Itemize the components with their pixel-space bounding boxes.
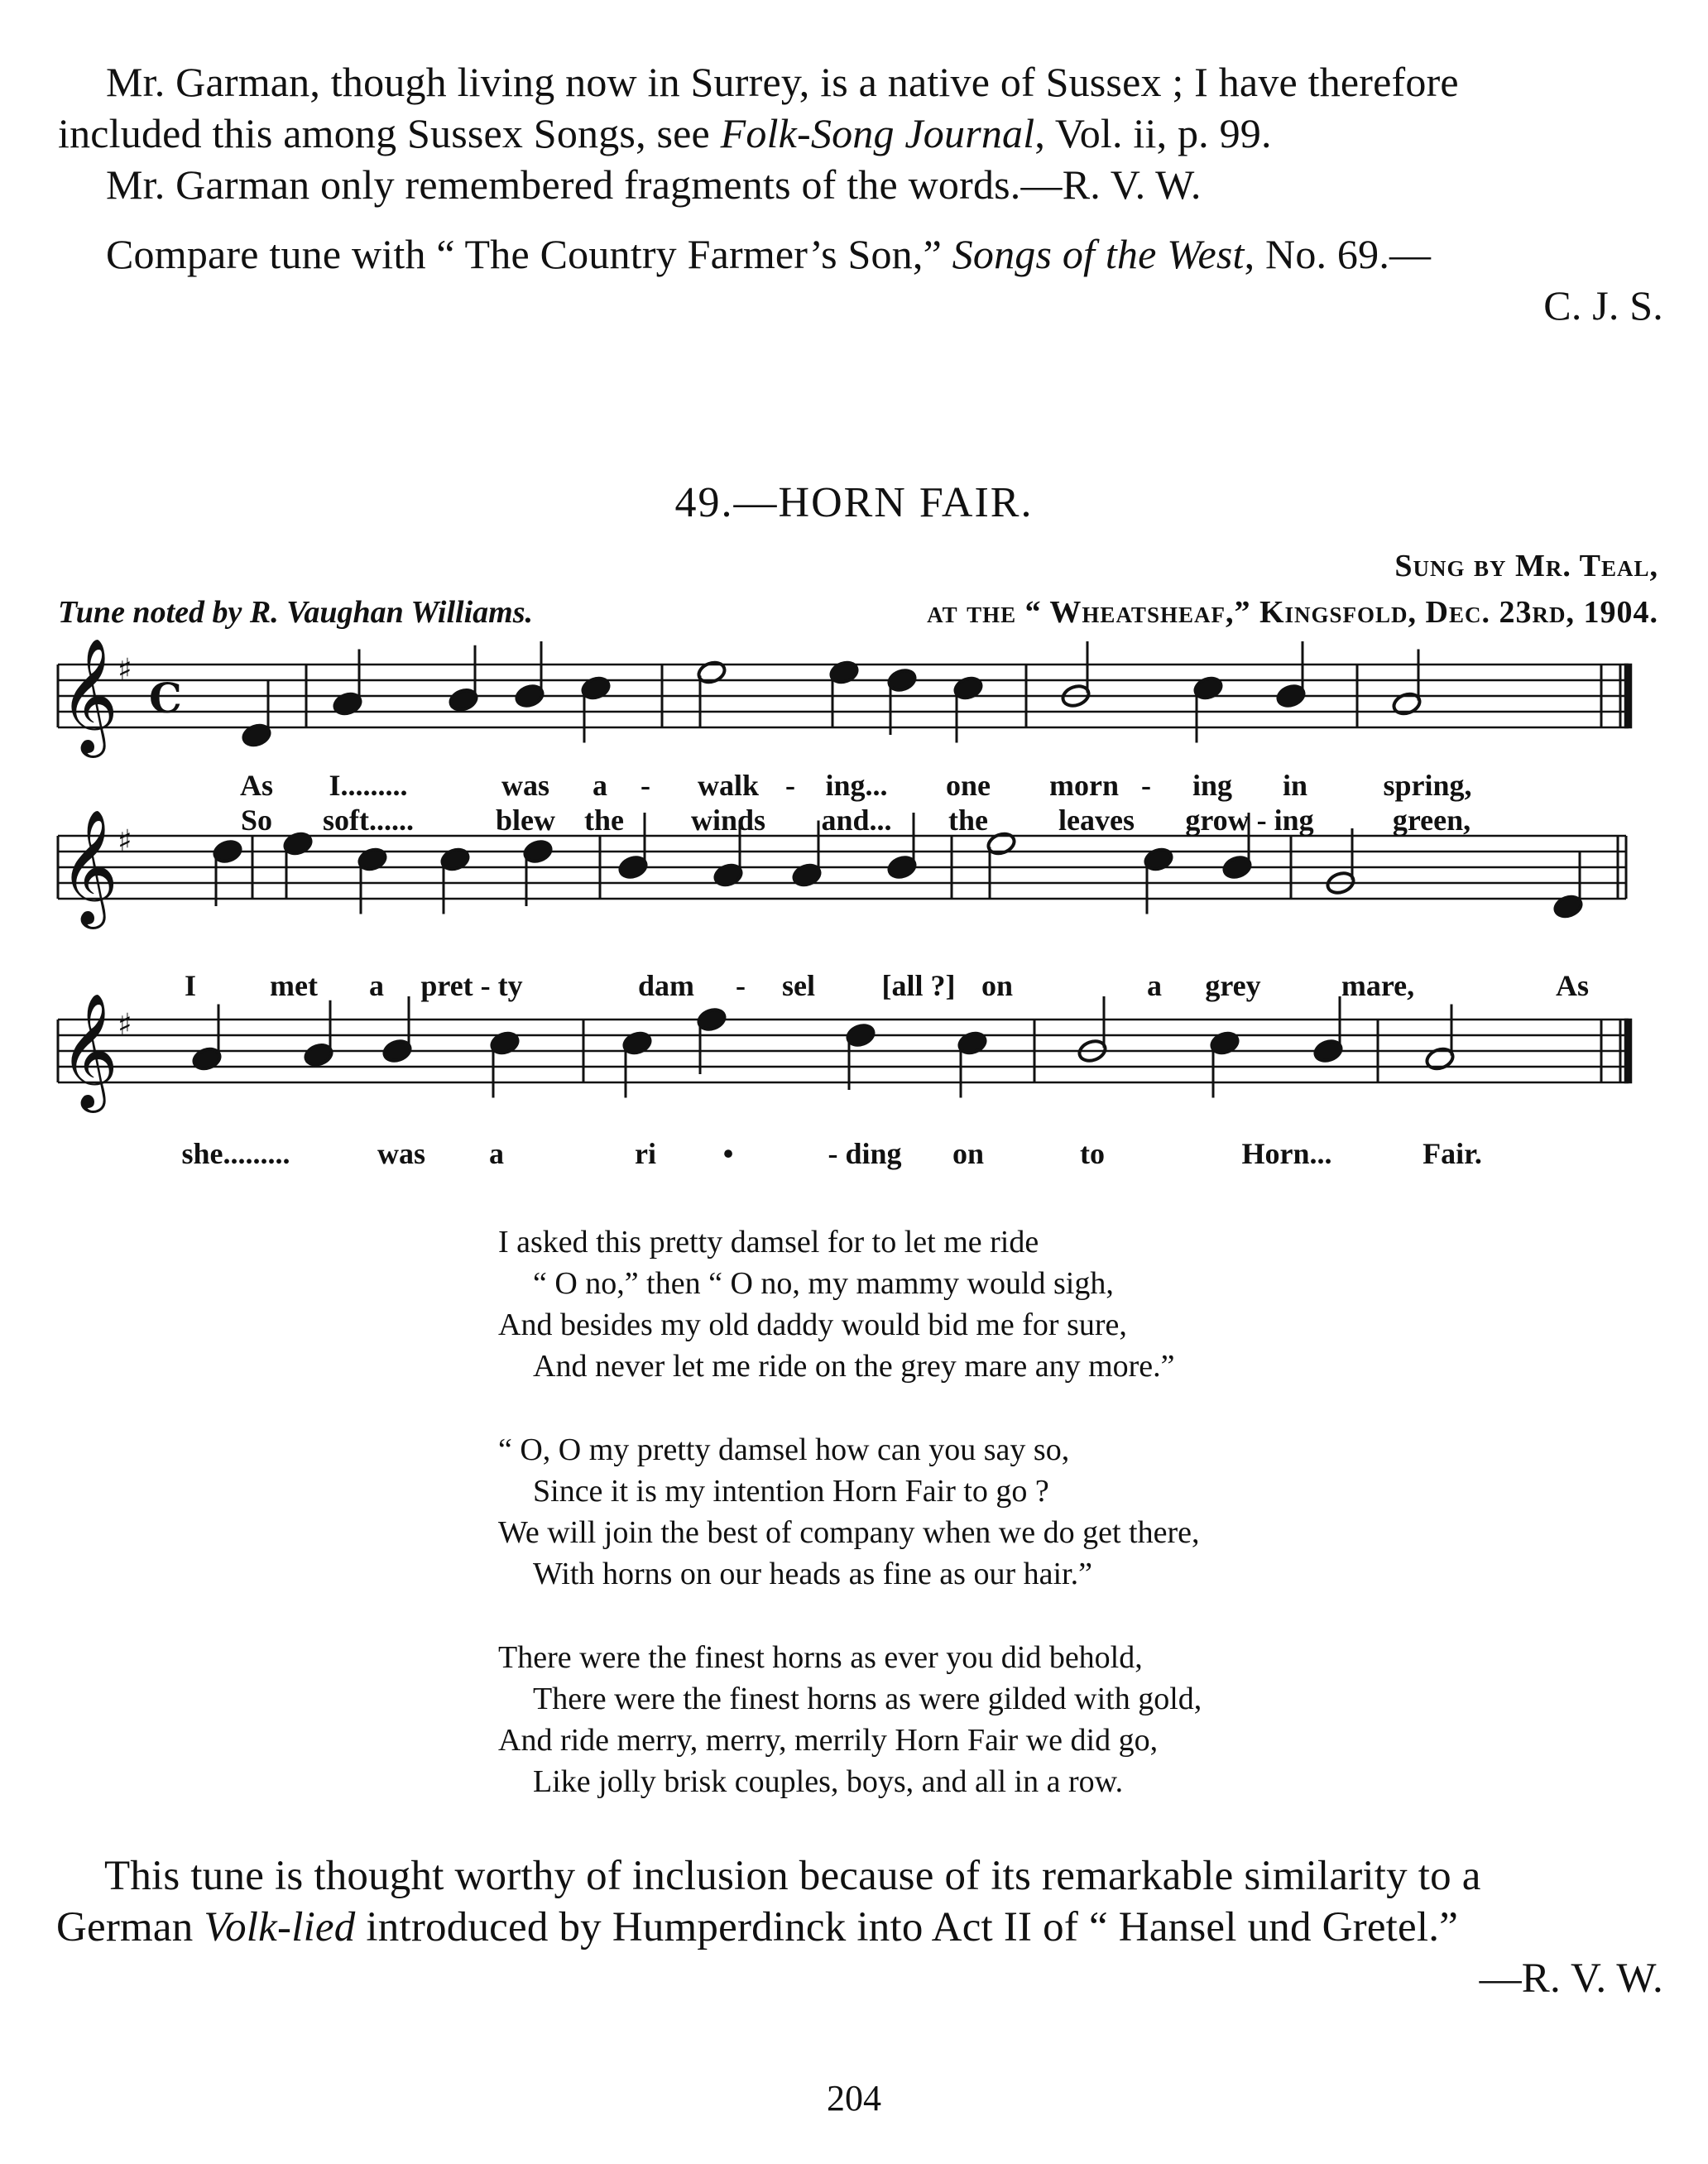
lyric-syllable: As xyxy=(1555,969,1590,1002)
lyric-syllable: spring, xyxy=(1383,769,1472,802)
lyric-syllable: I......... xyxy=(329,769,408,802)
stanza-2 xyxy=(498,1429,1202,1595)
treble-clefs xyxy=(60,638,182,1113)
final-bar xyxy=(1625,1020,1631,1082)
lyric-syllable: green, xyxy=(1392,804,1471,837)
outro-line-1: This tune is thought worthy of inclusion because of its remarkable similarity to a xyxy=(104,1853,1481,1899)
notes xyxy=(191,641,1584,1098)
lyric-syllable: a xyxy=(489,1137,504,1170)
songs-of-the-west: Songs of the West xyxy=(952,231,1245,277)
lyric-syllable: to xyxy=(1080,1137,1105,1170)
lyric-syllable: Horn... xyxy=(1241,1137,1332,1170)
outro-signature: —R. V. W. xyxy=(1479,1955,1663,2002)
verse-line: There were the finest horns as ever you did behold, xyxy=(498,1640,1143,1675)
stanza-1 xyxy=(498,1221,1202,1387)
lyric-syllable: morn xyxy=(1049,769,1119,802)
lyric-syllable: - xyxy=(736,969,746,1002)
lyric-syllable: • xyxy=(722,1137,734,1170)
lyric-syllable: leaves xyxy=(1058,804,1135,837)
sharp-icon: ♯ xyxy=(118,1008,132,1042)
lyric-syllable: the xyxy=(584,804,624,837)
lyric-syllable: was xyxy=(377,1137,426,1170)
treble-clef-icon: 𝄞 xyxy=(60,809,118,924)
intro-line-2: included this among Sussex Songs, see Folk-Song Journal, Vol. ii, p. 99. xyxy=(58,110,1272,156)
intro-note-fragments: Mr. Garman only remembered fragments of the words.—R. V. W. xyxy=(106,161,1202,208)
lyric-syllable: So xyxy=(240,804,273,837)
lyric-syllable: the xyxy=(948,804,988,837)
lyric-syllable: pret - ty xyxy=(420,969,523,1002)
sung-by: Sung by Mr. Teal, xyxy=(1394,549,1658,583)
verse-line: Since it is my intention Horn Fair to go ? xyxy=(533,1474,1049,1509)
sung-at-place-date: at the “ Wheatsheaf,” Kingsfold, Dec. 23rd, 1904. xyxy=(927,595,1658,630)
intro-line-1: Mr. Garman, though living now in Surrey, is a native of Sussex ; I have therefore xyxy=(106,59,1459,105)
lyric-syllable: mare, xyxy=(1341,969,1415,1002)
lyric-syllable: in xyxy=(1282,769,1308,802)
tune-noted-by: Tune noted by R. Vaughan Williams. xyxy=(58,595,534,630)
verse-line: And ride merry, merry, merrily Horn Fair we did go, xyxy=(498,1723,1159,1758)
lyric-syllable: sel xyxy=(782,969,815,1002)
lyric-syllable: Fair. xyxy=(1423,1137,1482,1170)
lyric-syllable: winds xyxy=(690,804,766,837)
lyric-syllable: on xyxy=(981,969,1014,1002)
verse-line: Like jolly brisk couples, boys, and all in a row. xyxy=(533,1764,1124,1799)
lyric-syllable: on xyxy=(952,1137,985,1170)
lyric-syllable: a xyxy=(1147,969,1162,1002)
verses xyxy=(498,1221,1202,1845)
lyric-syllable: met xyxy=(270,969,318,1002)
outro-line-2: German Volk-lied introduced by Humperdinck into Act II of “ Hansel und Gretel.” xyxy=(56,1904,1459,1950)
lyric-syllable: one xyxy=(946,769,991,802)
lyric-syllable: a xyxy=(593,769,607,802)
compare-line: Compare tune with “ The Country Farmer’s Son,” Songs of the West, No. 69.— xyxy=(106,231,1432,277)
lyric-syllable: grow - ing xyxy=(1185,804,1314,837)
outro-paragraph xyxy=(56,1850,1663,2004)
lyric-syllable: ri xyxy=(635,1137,656,1170)
volk-lied: Volk-lied xyxy=(204,1904,356,1950)
lyric-syllable: ing xyxy=(1192,769,1233,802)
verse-line: “ O, O my pretty damsel how can you say so, xyxy=(498,1432,1070,1467)
verse-line: I asked this pretty damsel for to let me ride xyxy=(498,1225,1039,1260)
stanza-3 xyxy=(498,1637,1202,1802)
page-number: 204 xyxy=(827,2078,881,2118)
lyric-syllable: As xyxy=(239,769,274,802)
verse-line: “ O no,” then “ O no, my mammy would sigh, xyxy=(533,1266,1114,1301)
lyric-syllable: blew xyxy=(496,804,555,837)
lyric-syllable: - xyxy=(640,769,650,802)
verse-line: With horns on our heads as fine as our hair.” xyxy=(533,1557,1092,1591)
lyric-syllable: was xyxy=(501,769,550,802)
verse-line: We will join the best of company when we do get there, xyxy=(498,1515,1200,1550)
lyric-syllable: ing... xyxy=(825,769,888,802)
compare-signature: C. J. S. xyxy=(1543,282,1663,329)
lyric-syllable: I xyxy=(184,969,197,1002)
lyric-syllable: - xyxy=(1141,769,1151,802)
lyric-syllable: - xyxy=(785,769,795,802)
sharp-icon: ♯ xyxy=(118,824,132,858)
verse-line: And never let me ride on the grey mare any more.” xyxy=(533,1349,1175,1384)
final-bar xyxy=(1625,665,1631,727)
journal-title: Folk-Song Journal xyxy=(720,110,1035,156)
common-time-icon: C xyxy=(149,674,182,722)
sharp-icon: ♯ xyxy=(118,653,132,687)
lyric-syllable: she......... xyxy=(181,1137,290,1170)
staff-lines xyxy=(58,665,1631,1082)
verse-line: There were the finest horns as were gilded with gold, xyxy=(533,1682,1202,1716)
lyric-syllable: grey xyxy=(1205,969,1261,1002)
lyric-syllable: and... xyxy=(821,804,892,837)
lyric-syllable: soft...... xyxy=(323,804,414,837)
lyric-syllable: walk xyxy=(697,769,760,802)
lyric-syllable: a xyxy=(369,969,384,1002)
song-title: 49.—HORN FAIR. xyxy=(674,479,1034,526)
treble-clef-icon: 𝄞 xyxy=(60,993,118,1108)
lyric-syllable: dam xyxy=(637,969,695,1002)
lyric-syllable: - ding xyxy=(828,1137,902,1170)
lyric-syllable: [all ?] xyxy=(881,969,956,1002)
treble-clef-icon: 𝄞 xyxy=(60,638,118,753)
verse-line: And besides my old daddy would bid me for sure, xyxy=(498,1308,1127,1342)
